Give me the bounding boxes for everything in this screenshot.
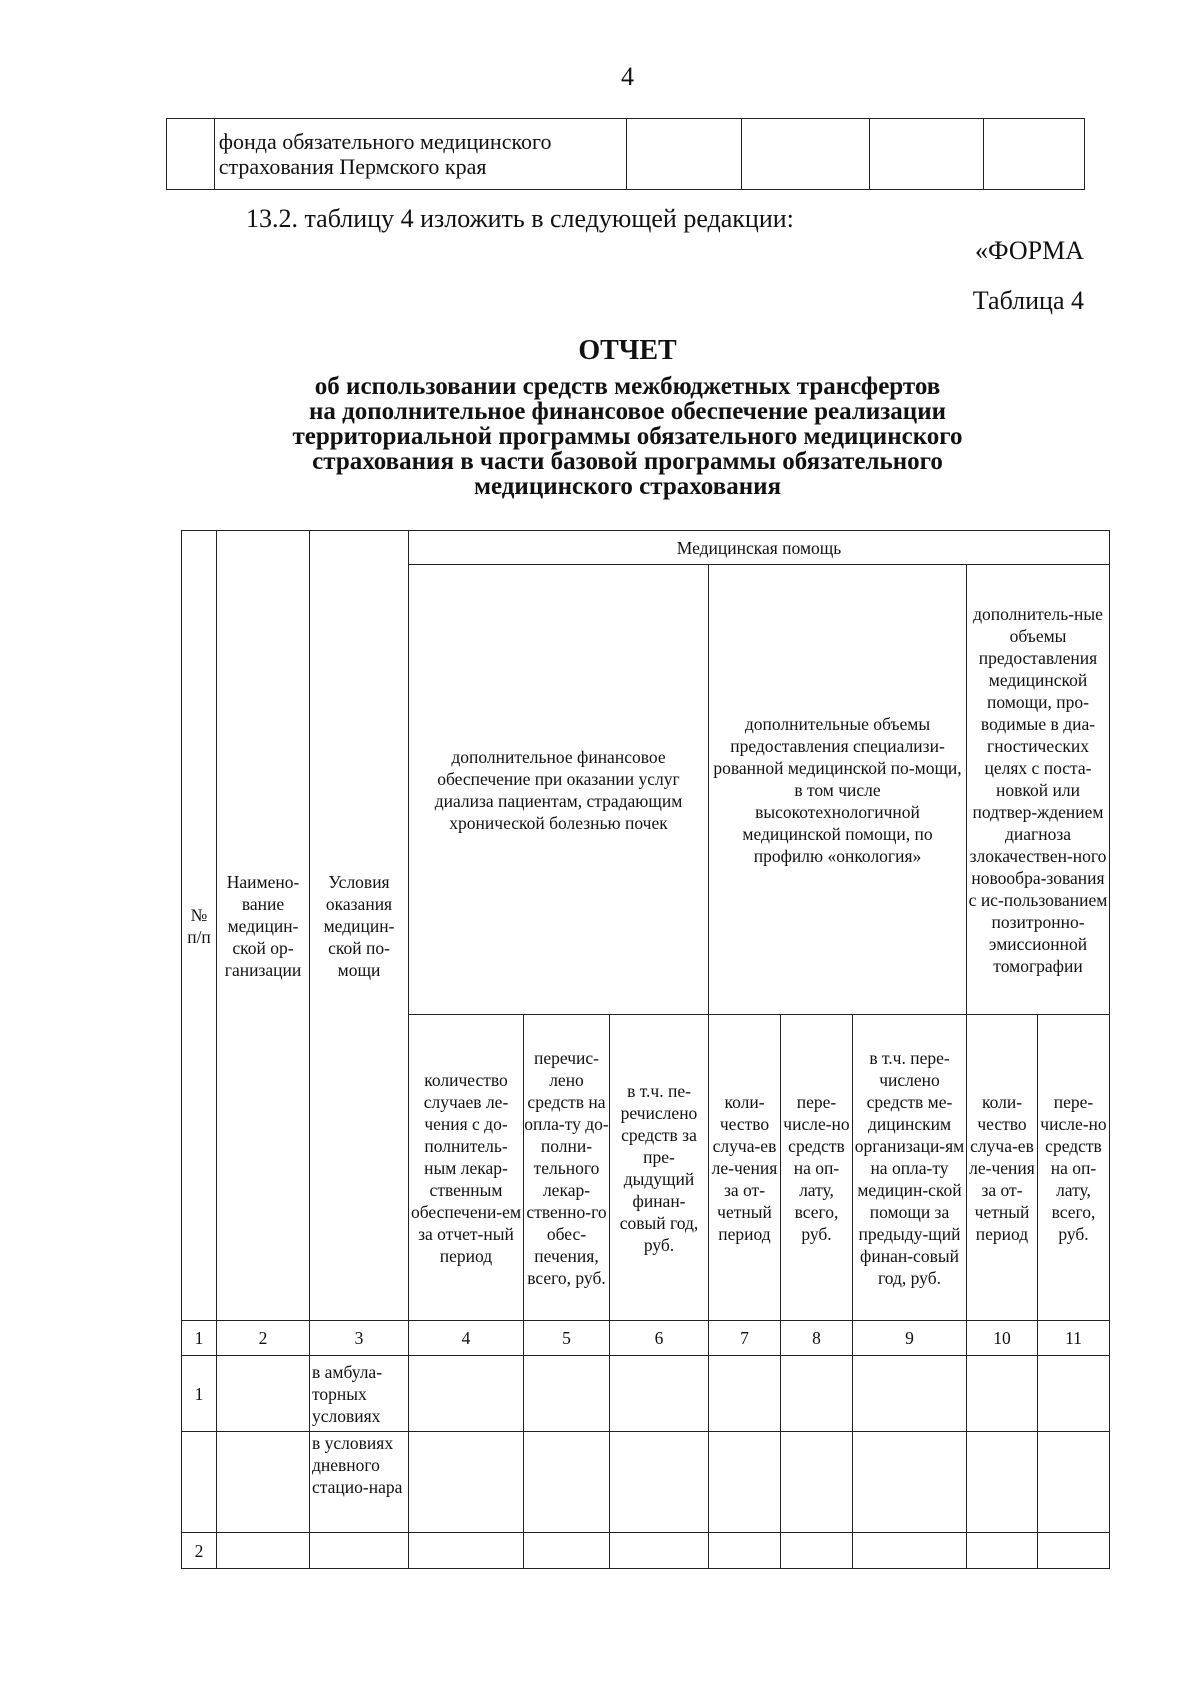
data-cell — [709, 1432, 781, 1533]
prev-table-cell — [741, 119, 869, 190]
data-cell — [967, 1432, 1038, 1533]
column-number: 5 — [524, 1321, 610, 1356]
data-cell — [781, 1533, 853, 1569]
prev-table-cell — [870, 119, 984, 190]
data-cell — [967, 1533, 1038, 1569]
header-col-5: перечис-лено средств на опла-ту до-полни-тельного лекар-ственно-го обес-печения, всего, руб. — [524, 1015, 610, 1321]
report-table — [181, 530, 1110, 1569]
prev-table-cell — [627, 119, 741, 190]
subtitle-line: об использовании средств межбюджетных трансфертов — [314, 373, 941, 400]
data-cell — [409, 1432, 524, 1533]
prev-table-text-line2: страхования Пермского края — [218, 154, 487, 179]
header-dialysis: дополнительное финансовое обеспечение при оказании услуг диализа пациентам, страдающим хронической болезнью почек — [409, 565, 709, 1015]
data-cell — [409, 1356, 524, 1432]
column-number: 7 — [709, 1321, 781, 1356]
data-cell — [217, 1356, 310, 1432]
column-number: 1 — [182, 1321, 217, 1356]
column-number: 9 — [853, 1321, 967, 1356]
row-number: 1 — [182, 1356, 217, 1432]
header-oncology: дополнительные объемы предоставления специализи-рованной медицинской по-мощи, в том числе высокотехнологичной медицинской помощи, по профилю «онкология» — [709, 565, 967, 1015]
column-number: 6 — [610, 1321, 709, 1356]
header-col-8: пере-числе-но средств на оп-лату, всего, руб. — [781, 1015, 853, 1321]
table-row — [182, 1356, 1110, 1432]
prev-table-cell — [167, 119, 215, 190]
data-cell — [524, 1533, 610, 1569]
column-number: 3 — [310, 1321, 409, 1356]
column-number-row — [182, 1321, 1110, 1356]
data-cell — [217, 1432, 310, 1533]
header-pet: дополнитель-ные объемы предоставления медицинской помощи, про-водимые в диа-гностических целях с поста-новкой или подтвер-ждением диагноза злокачествен-ного новообра-зования с ис-пользованием позитронно-эмиссионной томографии — [967, 565, 1110, 1015]
header-col-6: в т.ч. пе-речислено средств за пре-дыдущий финан-совый год, руб. — [610, 1015, 709, 1321]
header-col-4: количество случаев ле-чения с до-полнитель-ным лекар-ственным обеспечени-ем за отчет-ный период — [409, 1015, 524, 1321]
page-number: 4 — [621, 62, 634, 91]
row-conditions: в амбула-торных условиях — [310, 1356, 409, 1432]
column-number: 10 — [967, 1321, 1038, 1356]
table-number-label: Таблица 4 — [972, 286, 1084, 315]
data-cell — [1038, 1356, 1110, 1432]
subtitle-line: медицинского страхования — [473, 473, 782, 500]
data-cell — [409, 1533, 524, 1569]
subtitle-line: на дополнительное финансовое обеспечение реализации — [308, 398, 947, 425]
data-cell — [781, 1432, 853, 1533]
prev-table-text-cell — [214, 119, 627, 190]
data-cell — [1038, 1432, 1110, 1533]
data-cell — [610, 1533, 709, 1569]
column-number: 2 — [217, 1321, 310, 1356]
report-subtitle — [120, 374, 1135, 499]
header-col-11: пере-числе-но средств на оп-лату, всего, руб. — [1038, 1015, 1110, 1321]
table-row — [182, 1533, 1110, 1569]
row-number: 2 — [182, 1533, 217, 1569]
column-number: 8 — [781, 1321, 853, 1356]
subtitle-line: территориальной программы обязательного медицинского — [292, 423, 963, 450]
form-label: «ФОРМА — [975, 236, 1084, 265]
data-cell — [217, 1533, 310, 1569]
header-number: № п/п — [182, 531, 217, 1321]
previous-table-fragment — [166, 118, 1085, 190]
subtitle-line: страхования в части базовой программы обязательного — [312, 448, 943, 475]
data-cell — [610, 1356, 709, 1432]
prev-table-cell — [984, 119, 1085, 190]
data-cell — [524, 1432, 610, 1533]
data-cell — [853, 1432, 967, 1533]
row-conditions — [310, 1533, 409, 1569]
data-cell — [853, 1356, 967, 1432]
data-cell — [967, 1356, 1038, 1432]
header-medical-care: Медицинская помощь — [409, 531, 1110, 565]
column-number: 4 — [409, 1321, 524, 1356]
table-row — [182, 1432, 1110, 1533]
header-col-10: коли-чество случа-ев ле-чения за от-четный период — [967, 1015, 1038, 1321]
data-cell — [853, 1533, 967, 1569]
prev-table-text-line1: фонда обязательного медицинского — [218, 129, 552, 154]
header-col-7: коли-чество случа-ев ле-чения за от-четный период — [709, 1015, 781, 1321]
header-conditions: Условия оказания медицин-ской по-мощи — [310, 531, 409, 1321]
row-conditions: в условиях дневного стацио-нара — [310, 1432, 409, 1533]
data-cell — [524, 1356, 610, 1432]
report-title: ОТЧЕТ — [578, 335, 677, 366]
data-cell — [1038, 1533, 1110, 1569]
header-organization: Наимено-вание медицин-ской ор-ганизации — [217, 531, 310, 1321]
data-cell — [709, 1533, 781, 1569]
amendment-text: 13.2. таблицу 4 изложить в следующей редакции: — [246, 204, 794, 233]
column-number: 11 — [1038, 1321, 1110, 1356]
data-cell — [610, 1432, 709, 1533]
row-number — [182, 1432, 217, 1533]
data-cell — [781, 1356, 853, 1432]
data-cell — [709, 1356, 781, 1432]
header-col-9: в т.ч. пере-числено средств ме-дицинским организаци-ям на опла-ту медицин-ской помощи за предыду-щий финан-совый год, руб. — [853, 1015, 967, 1321]
